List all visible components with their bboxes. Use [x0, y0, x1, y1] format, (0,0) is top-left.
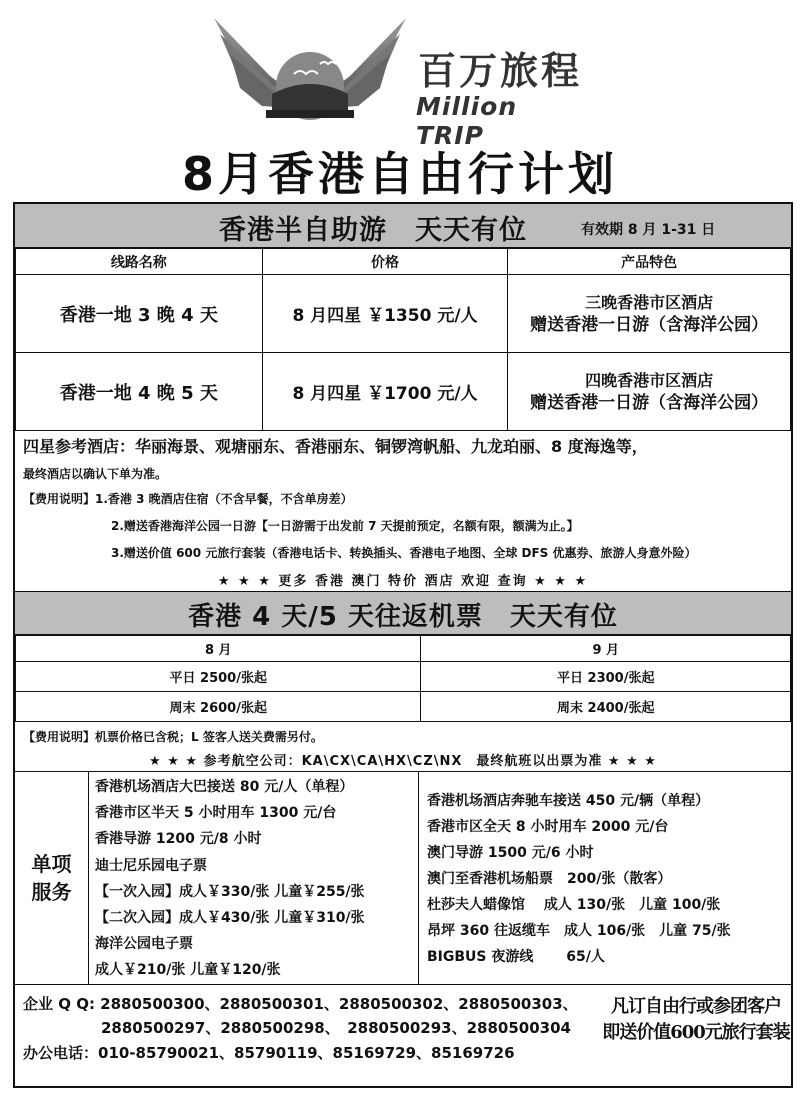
services-block — [15, 771, 791, 985]
fee-note: 【费用说明】1.香港 3 晚酒店住宿（不含早餐，不含单房差） — [23, 492, 353, 506]
list-item: BIGBUS 夜游线 65/人 — [427, 949, 605, 965]
route-feature — [508, 275, 791, 353]
promo-line: 即送价值600元旅行套装 — [602, 1022, 790, 1043]
fee-note: 3.赠送价值 600 元旅行套装（香港电话卡、转换插头、香港电子地图、全球 DFS 优惠券、旅游人身意外险） — [111, 546, 697, 560]
contact-phone: 办公电话：010-85790021、85790119、85169729、85169726 — [23, 1044, 515, 1062]
contact-qq: 企业 Q Q: 2880500300、2880500301、2880500302、2880500303、 — [23, 995, 578, 1013]
route-name: 香港一地 4 晚 5 天 — [16, 353, 263, 431]
promo-text — [601, 994, 791, 1046]
route-table-header — [16, 249, 791, 275]
list-item: 海洋公园电子票 — [95, 936, 193, 953]
services-label — [15, 772, 89, 984]
contact-qq: 2880500297、2880500298、 2880500293、2880500304 — [101, 1019, 571, 1037]
feature-hotel: 四晚香港市区酒店 — [585, 370, 714, 390]
hotel-list: 四星参考酒店：华丽海景、观塘丽东、香港丽东、铜锣湾帆船、九龙珀丽、8 度海逸等， — [23, 437, 648, 456]
brand-name-cn: 百万旅程 — [418, 49, 583, 93]
route-name: 香港一地 3 晚 4 天 — [16, 275, 263, 353]
list-item: 杜莎夫人蜡像馆 成人 130/张 儿童 100/张 — [427, 897, 721, 913]
table-row — [16, 275, 791, 353]
section2-header — [15, 591, 791, 635]
plan-frame — [13, 202, 793, 1088]
ticket-fee-note: 【费用说明】机票价格已含税；L 签客人送关费需另付。 — [23, 730, 323, 744]
hotel-note: 最终酒店以确认下单为准。 — [23, 467, 168, 481]
feature-hotel: 三晚香港市区酒店 — [585, 292, 714, 312]
more-info-banner: ★ ★ ★ 更多 香港 澳门 特价 酒店 欢迎 查询 ★ ★ ★ — [217, 574, 589, 589]
route-table — [15, 248, 791, 431]
column-header: 线路名称 — [16, 249, 263, 275]
list-item: 【一次入园】成人￥330/张 儿童￥255/张 — [95, 883, 365, 900]
section1-header — [15, 204, 791, 248]
month-header: 8 月 — [16, 636, 421, 662]
ticket-table — [15, 635, 791, 722]
airlines-banner: ★ ★ ★ 参考航空公司：KA\CX\CA\HX\CZ\NX 最终航班以出票为准 ★ ★ ★ — [149, 754, 657, 769]
weekday-price: 平日 2500/张起 — [16, 662, 421, 692]
month-header: 9 月 — [421, 636, 791, 662]
section1-title: 香港半自助游 天天有位 — [219, 215, 527, 246]
services-label-line: 单项 — [31, 852, 72, 876]
list-item: 迪士尼乐园电子票 — [95, 857, 207, 874]
route-feature — [508, 353, 791, 431]
feature-gift: 赠送香港一日游（含海洋公园） — [530, 314, 769, 335]
list-item: 澳门至香港机场船票 200/张（散客） — [427, 871, 672, 887]
table-row — [16, 636, 791, 662]
weekend-price: 周末 2600/张起 — [16, 692, 421, 722]
section2-title: 香港 4 天/5 天往返机票 天天有位 — [188, 602, 618, 632]
weekend-price: 周末 2400/张起 — [421, 692, 791, 722]
list-item: 香港市区全天 8 小时用车 2000 元/台 — [427, 819, 669, 835]
list-item: 澳门导游 1500 元/6 小时 — [427, 845, 594, 861]
table-row — [16, 692, 791, 722]
page-title: 8月香港自由行计划 — [181, 147, 618, 201]
list-item: 香港机场酒店大巴接送 80 元/人（单程） — [95, 779, 354, 795]
list-item: 昂坪 360 往返缆车 成人 106/张 儿童 75/张 — [427, 923, 731, 939]
validity-text: 有效期 8 月 1-31 日 — [581, 222, 716, 238]
list-item: 香港机场酒店奔驰车接送 450 元/辆（单程） — [427, 793, 710, 809]
promo-line: 凡订自由行或参团客户 — [611, 996, 781, 1017]
list-item: 香港市区半天 5 小时用车 1300 元/台 — [95, 805, 337, 822]
brand-logo — [210, 14, 590, 150]
list-item: 【二次入园】成人￥430/张 儿童￥310/张 — [95, 909, 365, 926]
services-left-list — [89, 772, 419, 984]
feature-gift: 赠送香港一日游（含海洋公园） — [530, 392, 769, 413]
weekday-price: 平日 2300/张起 — [421, 662, 791, 692]
column-header: 产品特色 — [508, 249, 791, 275]
column-header: 价格 — [262, 249, 508, 275]
table-row — [16, 662, 791, 692]
fee-note: 2.赠送香港海洋公园一日游【一日游需于出发前 7 天提前预定，名额有限，额满为止。】 — [111, 519, 579, 533]
route-price: 8 月四星 ￥1700 元/人 — [262, 353, 508, 431]
list-item: 成人￥210/张 儿童￥120/张 — [95, 962, 281, 979]
table-row — [16, 353, 791, 431]
route-price: 8 月四星 ￥1350 元/人 — [262, 275, 508, 353]
wings-sun-icon — [210, 14, 410, 126]
services-right-list — [419, 772, 791, 984]
list-item: 香港导游 1200 元/8 小时 — [95, 831, 262, 848]
brand-name-en: Million TRIP — [416, 92, 518, 150]
services-label-line: 服务 — [31, 880, 72, 904]
